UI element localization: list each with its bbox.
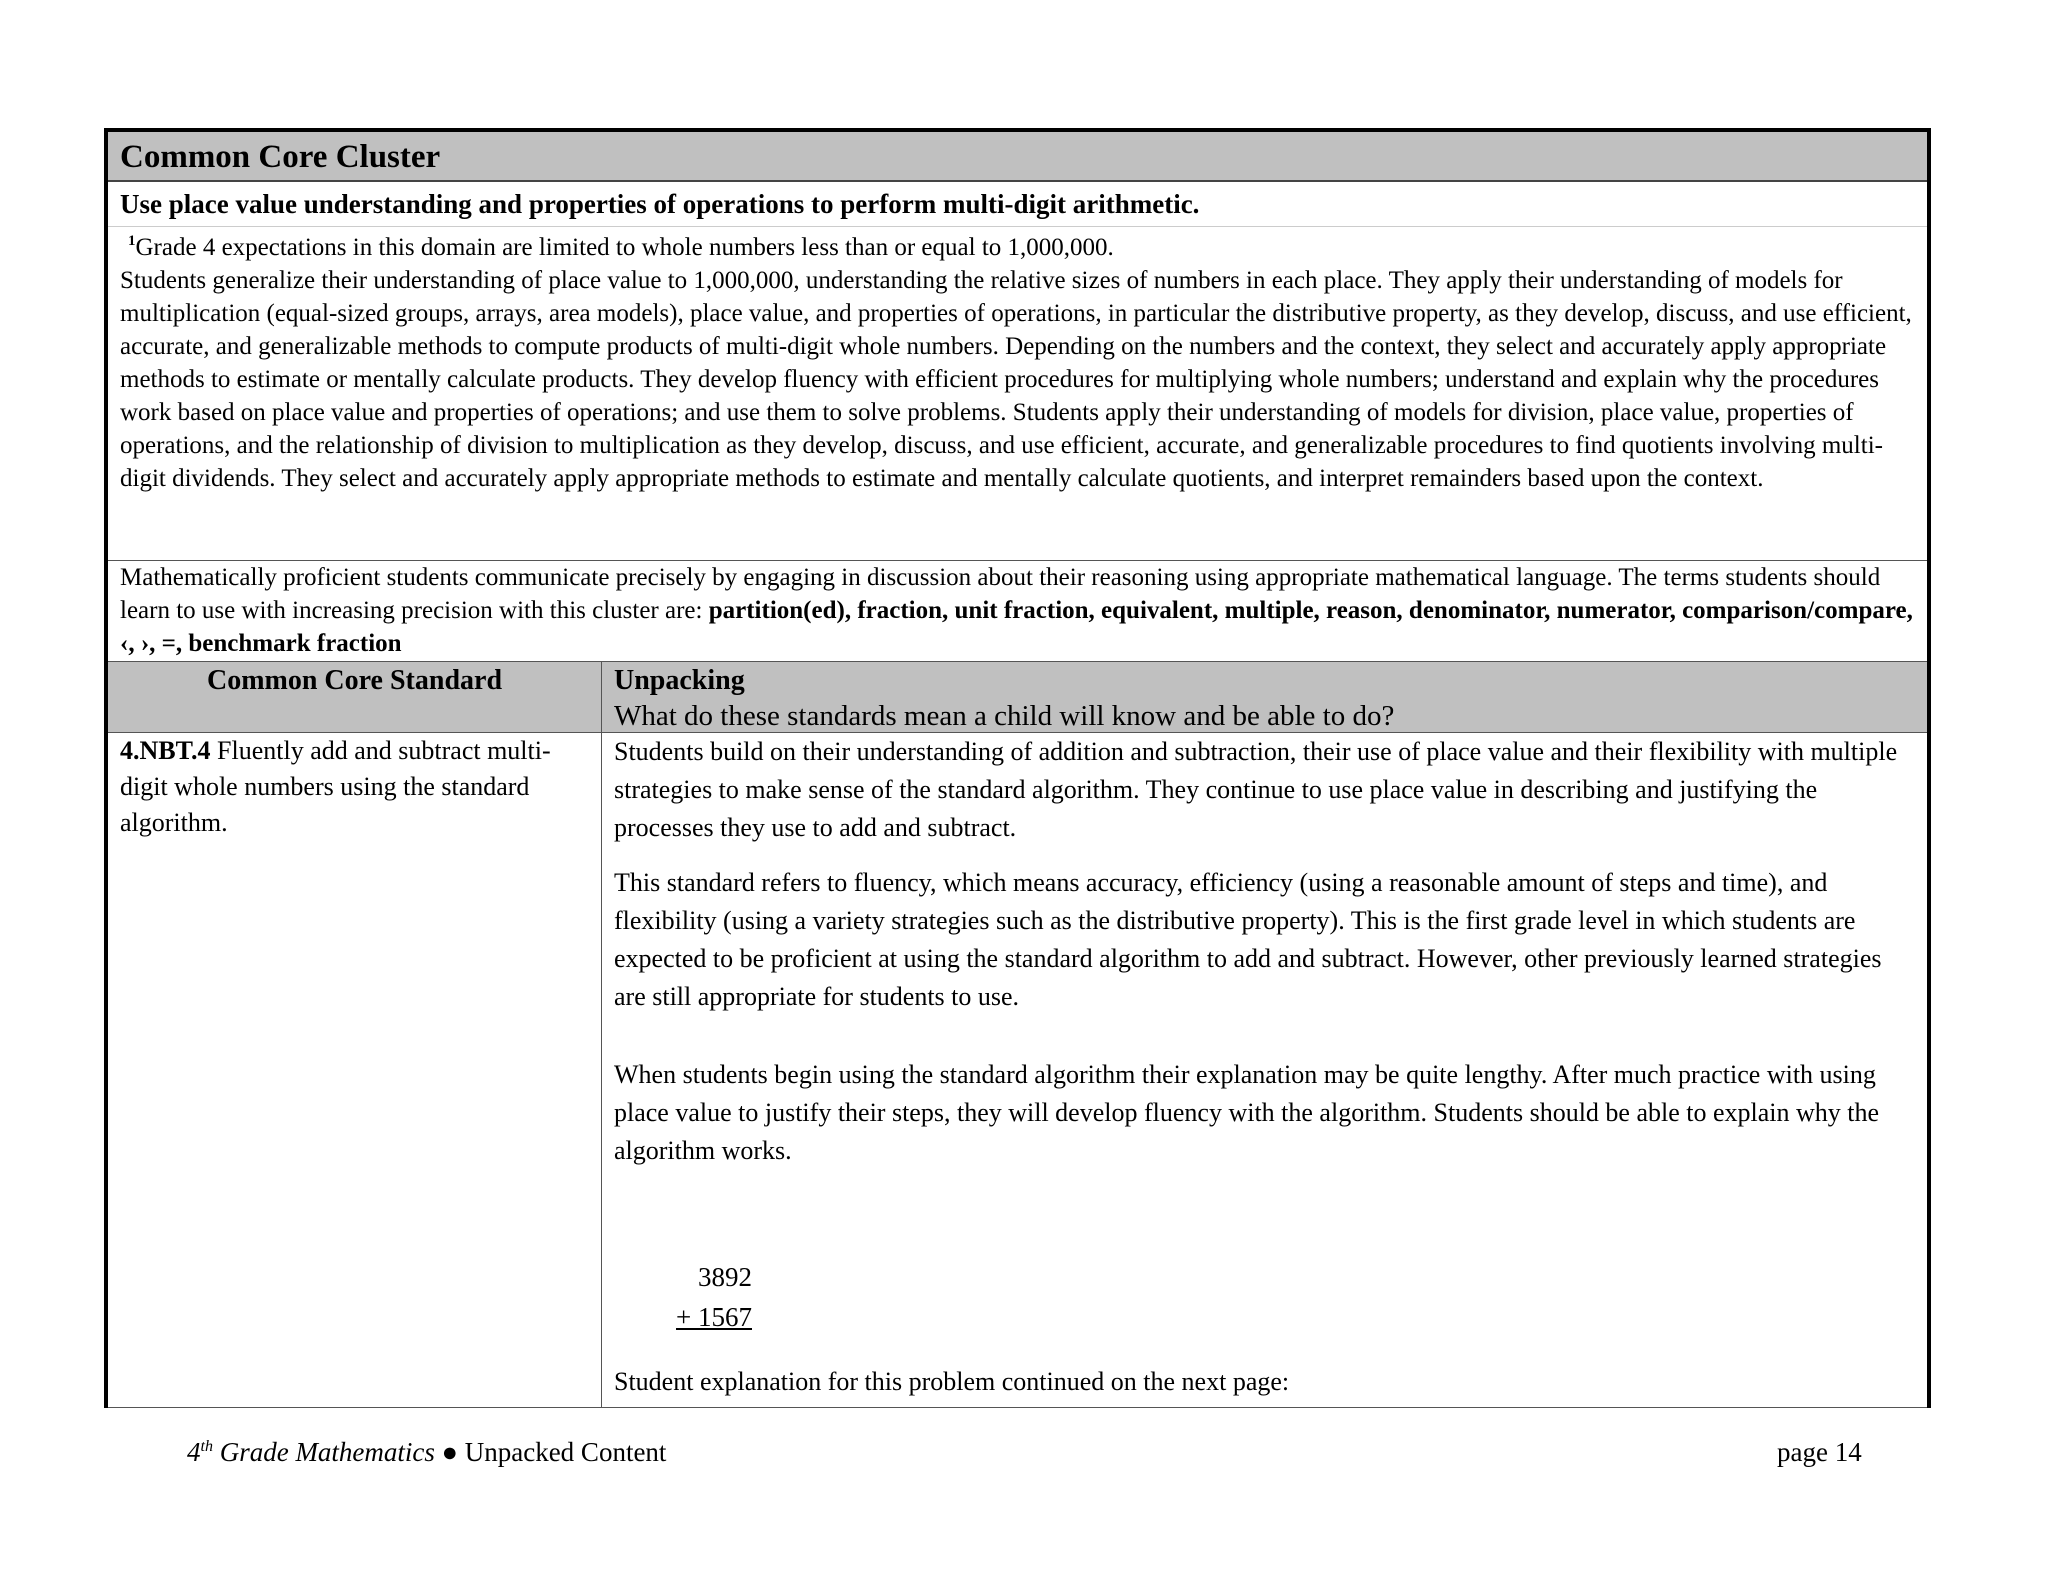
column-header-standard: Common Core Standard [108,661,602,733]
vocabulary-cell [108,560,1927,661]
footnote-mark: 1 [128,233,136,249]
cluster-table [104,128,1931,1408]
unpacking-paragraph-2: This standard refers to fluency, which means accuracy, efficiency (using a reasonable amount of steps and time), and flexibility (using a variety strategies such as the distributive property). This is the first grade level in which students are expected to be proficient at using the standard algorithm to add and subtract. However, other previously learned strategies are still appropriate for students to use. [614,868,1882,1011]
vocabulary-terms: partition(ed), fraction, unit fraction, equivalent, multiple, reason, denominator, numerator, comparison/compare, ‹, ›, =, benchmark fraction [120,597,1913,657]
standard-text: Fluently add and subtract multi-digit whole numbers using the standard algorithm. [120,736,551,837]
footer-title [187,1434,666,1470]
addend-top: 3892 [698,1262,752,1292]
cluster-header: Common Core Cluster [108,132,1927,182]
vocabulary-intro: Mathematically proficient students communicate precisely by engaging in discussion about their reasoning using appropriate mathematical language. The terms students should learn to use with increasing precision with this cluster are: [120,564,1881,624]
addend-bottom: + 1567 [676,1302,752,1332]
footnote-line [120,231,1915,264]
footer-separator: ● [434,1437,465,1467]
cluster-description: Students generalize their understanding of place value to 1,000,000, understanding the relative sizes of numbers in each place. They apply their understanding of models for multiplication (equal-sized groups, arrays, area models), place value, and properties of operations, in particular the distributive property, as they develop, discuss, and use efficient, accurate, and generalizable methods to compute products of multi-digit whole numbers. Depending on the numbers and the context, they select and accurately apply appropriate methods to estimate or mentally calculate products. They develop fluency with efficient procedures for multiplying whole numbers; understand and explain why the procedures work based on place value and properties of operations; and use them to solve problems. Students apply their understanding of models for division, place value, properties of operations, and the relationship of division to multiplication as they develop, discuss, and use efficient, accurate, and generalizable procedures to find quotients involving multi-digit dividends. They select and accurately apply appropriate methods to estimate and mentally calculate quotients, and interpret remainders based upon the context. [120,267,1912,492]
footer-content-label: Unpacked Content [464,1437,667,1467]
standard-code: 4.NBT.4 [120,736,211,765]
standards-grid [108,661,1927,1408]
unpacking-title: Unpacking [614,665,745,696]
unpacking-paragraph-3: When students begin using the standard algorithm their explanation may be quite lengthy. After much practice with using place value to justify their steps, they will develop fluency with the algorithm. Students should be able to explain why the algorithm works. [614,1060,1880,1165]
unpacking-paragraph-1: Students build on their understanding of addition and subtraction, their use of place value and their flexibility with multiple strategies to make sense of the standard algorithm. They continue to use place value in describing and justifying the processes they use to add and subtract. [614,737,1898,842]
unpacking-subtitle: What do these standards mean a child will know and be able to do? [614,700,1395,732]
cluster-title: Use place value understanding and properties of operations to perform multi-digit arithmetic. [108,182,1927,227]
continued-note: Student explanation for this problem continued on the next page: [614,1367,1290,1396]
footer-grade-number: 4 [187,1437,201,1467]
unpacking-cell [602,733,1927,1408]
column-header-unpacking [602,661,1927,733]
addition-problem [652,1257,752,1337]
footnote-text: Grade 4 expectations in this domain are limited to whole numbers less than or equal to 1,000,000. [135,234,1114,261]
page-number: page 14 [1777,1437,1862,1467]
cluster-description-cell [108,227,1927,560]
footer-grade-suffix: th [200,1438,213,1455]
footer-grade-rest: Grade Mathematics [212,1437,435,1467]
standard-cell [108,733,602,1408]
